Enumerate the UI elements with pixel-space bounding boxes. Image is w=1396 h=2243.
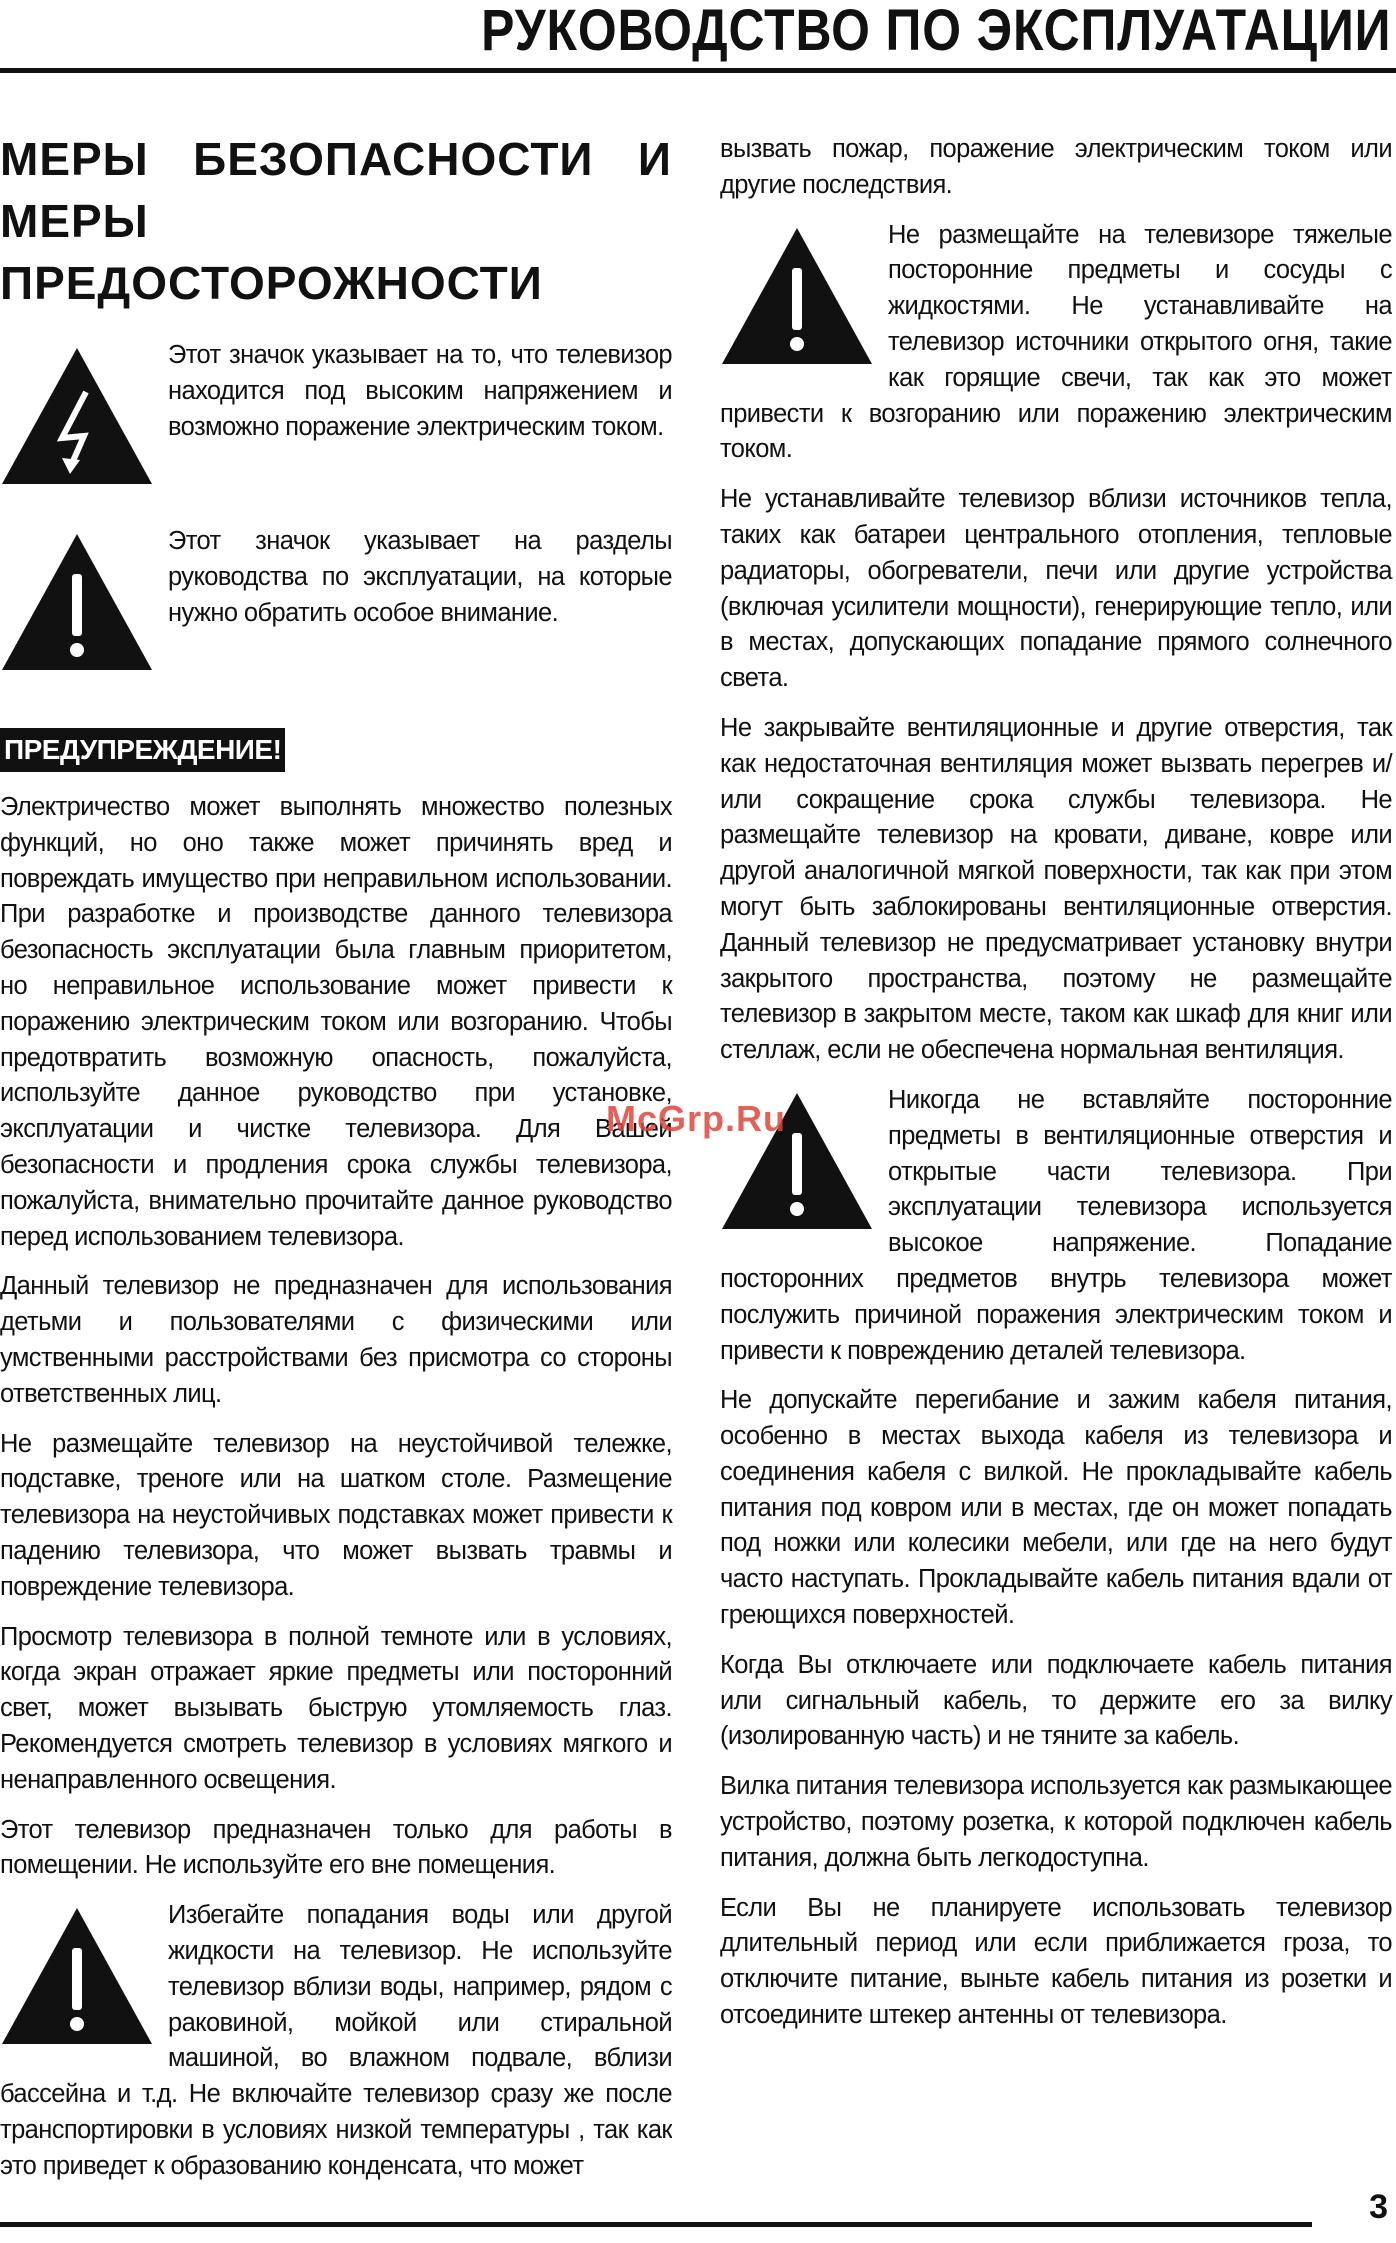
foreign-objects-block [720,1083,1392,1369]
heat-sources-paragraph: Не устанавливайте телевизор вблизи источников тепла, таких как батареи центрального отопления, тепловые радиаторы, обогреватели, печи или другие устройства (включая усилители мощности), генерирующие тепло, или в местах, допускающих попадание прямого солнечного света. [720,485,1392,693]
indoor-use-paragraph: Этот телевизор предназначен только для работы в помещении. Не используйте его вне помещения. [0,1815,672,1880]
exclamation-triangle-icon [720,226,880,386]
electricity-paragraph: Электричество может выполнять множество полезных функций, но оно также может причинять вред и повреждать имущество при неправильном использовании. При разработке и производстве данного телевизора безопасность эксплуатации была главным приоритетом, но неправильное использование может привести к поражению электрическим током или возгоранию. Чтобы предотвратить возможную опасность, пожалуйста, используйте данное руководство при установке, эксплуатации и чистке телевизора. Для Вашей безопасности и продления срока службы телевизора, пожалуйста, внимательно прочитайте данное руководство перед использованием телевизора. [0,793,672,1251]
heavy-objects-block [720,218,1392,469]
document-header-title: РУКОВОДСТВО ПО ЭКСПЛУАТАЦИИ [480,0,1391,63]
foreign-objects-text: Никогда не вставляйте посторонние предметы в вентиляционные отверстия и открытые части телевизора. При эксплуатации телевизора используется высокое напряжение. Попадание посторонних предметов внутрь телевизора может послужить причиной поражения электрическим током и привести к повреждению деталей телевизора. [720,1085,1392,1365]
footer-rule [0,2222,1312,2227]
attention-block [0,524,672,696]
power-cable-paragraph: Не допускайте перегибание и зажим кабеля питания, особенно в местах выхода кабеля из телевизора и соединения кабеля с вилкой. Не прокладывайте кабель питания под ковром или в местах, где он может попадать под ножки или колесики мебели, или где на него будут часто наступать. Прокладывайте кабель питания вдали от греющихся поверхностей. [720,1386,1392,1630]
warning-label: ПРЕДУПРЕЖДЕНИЕ! [0,728,285,772]
left-column [0,128,672,2198]
unstable-stand-paragraph: Не размещайте телевизор на неустойчивой тележке, подставке, треноге или на шатком столе. Размещение телевизора на неустойчивых подставках может привести к падению телевизора, что может вызвать травмы и повреждение телевизора. [0,1429,672,1601]
children-paragraph: Данный телевизор не предназначен для использования детьми и пользователями с физическими или умственными расстройствами без присмотра со стороны ответственных лиц. [0,1272,672,1408]
socket-access-paragraph: Вилка питания телевизора используется как размыкающее устройство, поэтому розетка, к которой подключен кабель питания, должна быть легкодоступна. [720,1772,1392,1872]
water-icon-text: Избегайте попадания воды или другой жидкости на телевизор. Не используйте телевизор вблизи воды, например, рядом с раковиной, мойкой или стиральной машиной, во влажном подвале, вблизи бассейна и т.д. Не включайте телевизор сразу же после транспортировки в условиях низкой температуры , так как это приведет к образованию конденсата, что может [0,1901,672,2180]
viewing-conditions-paragraph: Просмотр телевизора в полной темноте или в условиях, когда экран отражает яркие предметы или посторонний свет, может вызывать быструю утомляемость глаз. Рекомендуется смотреть телевизор в условиях мягкого и ненаправленного освещения. [0,1622,672,1794]
high-voltage-icon [0,346,160,506]
exclamation-triangle-icon [0,532,160,692]
voltage-warning-block [0,338,672,510]
page-number: 3 [1369,2188,1388,2226]
attention-icon-text: Этот значок указывает на разделы руководства по эксплуатации, на которые нужно обратить особое внимание. [168,527,672,627]
header-rule [0,68,1396,73]
continuation-paragraph: вызвать пожар, поражение электрическим током или другие последствия. [720,135,1392,199]
thunderstorm-paragraph: Если Вы не планируете использовать телевизор длительный период или если приближается гроза, то отключите питание, выньте кабель питания из розетки и отсоедините штекер антенны от телевизора. [720,1893,1392,2030]
section-title: МЕРЫ БЕЗОПАСНОСТИ И МЕРЫ ПРЕДОСТОРОЖНОСТИ [0,133,672,309]
watermark: McGrp.Ru [606,1098,787,1139]
water-warning-block [0,1898,672,2184]
voltage-icon-text: Этот значок указывает на то, что телевизор находится под высоким напряжением и возможно поражение электрическим током. [168,341,672,441]
ventilation-paragraph: Не закрывайте вентиляционные и другие отверстия, так как недостаточная вентиляция может вызвать перегрев и/или сокращение срока службы телевизора. Не размещайте телевизор на кровати, диване, ковре или другой аналогичной мягкой поверхности, так как при этом могут быть заблокированы вентиляционные отверстия. Данный телевизор не предусматривает установку внутри закрытого пространства, поэтому не размещайте телевизор в закрытом месте, таком как шкаф для книг или стеллаж, если не обеспечена нормальная вентиляция. [720,713,1392,1065]
exclamation-triangle-icon [0,1906,160,2066]
heavy-objects-text: Не размещайте на телевизоре тяжелые посторонние предметы и сосуды с жидкостями. Не устанавливайте на телевизор источники открытого огня, такие как горящие свечи, так как это может привести к возгоранию или поражению электрическим током. [720,220,1392,464]
plug-handling-paragraph: Когда Вы отключаете или подключаете кабель питания или сигнальный кабель, то держите его за вилку (изолированную часть) и не тяните за кабель. [720,1650,1392,1751]
right-column [720,132,1392,2048]
